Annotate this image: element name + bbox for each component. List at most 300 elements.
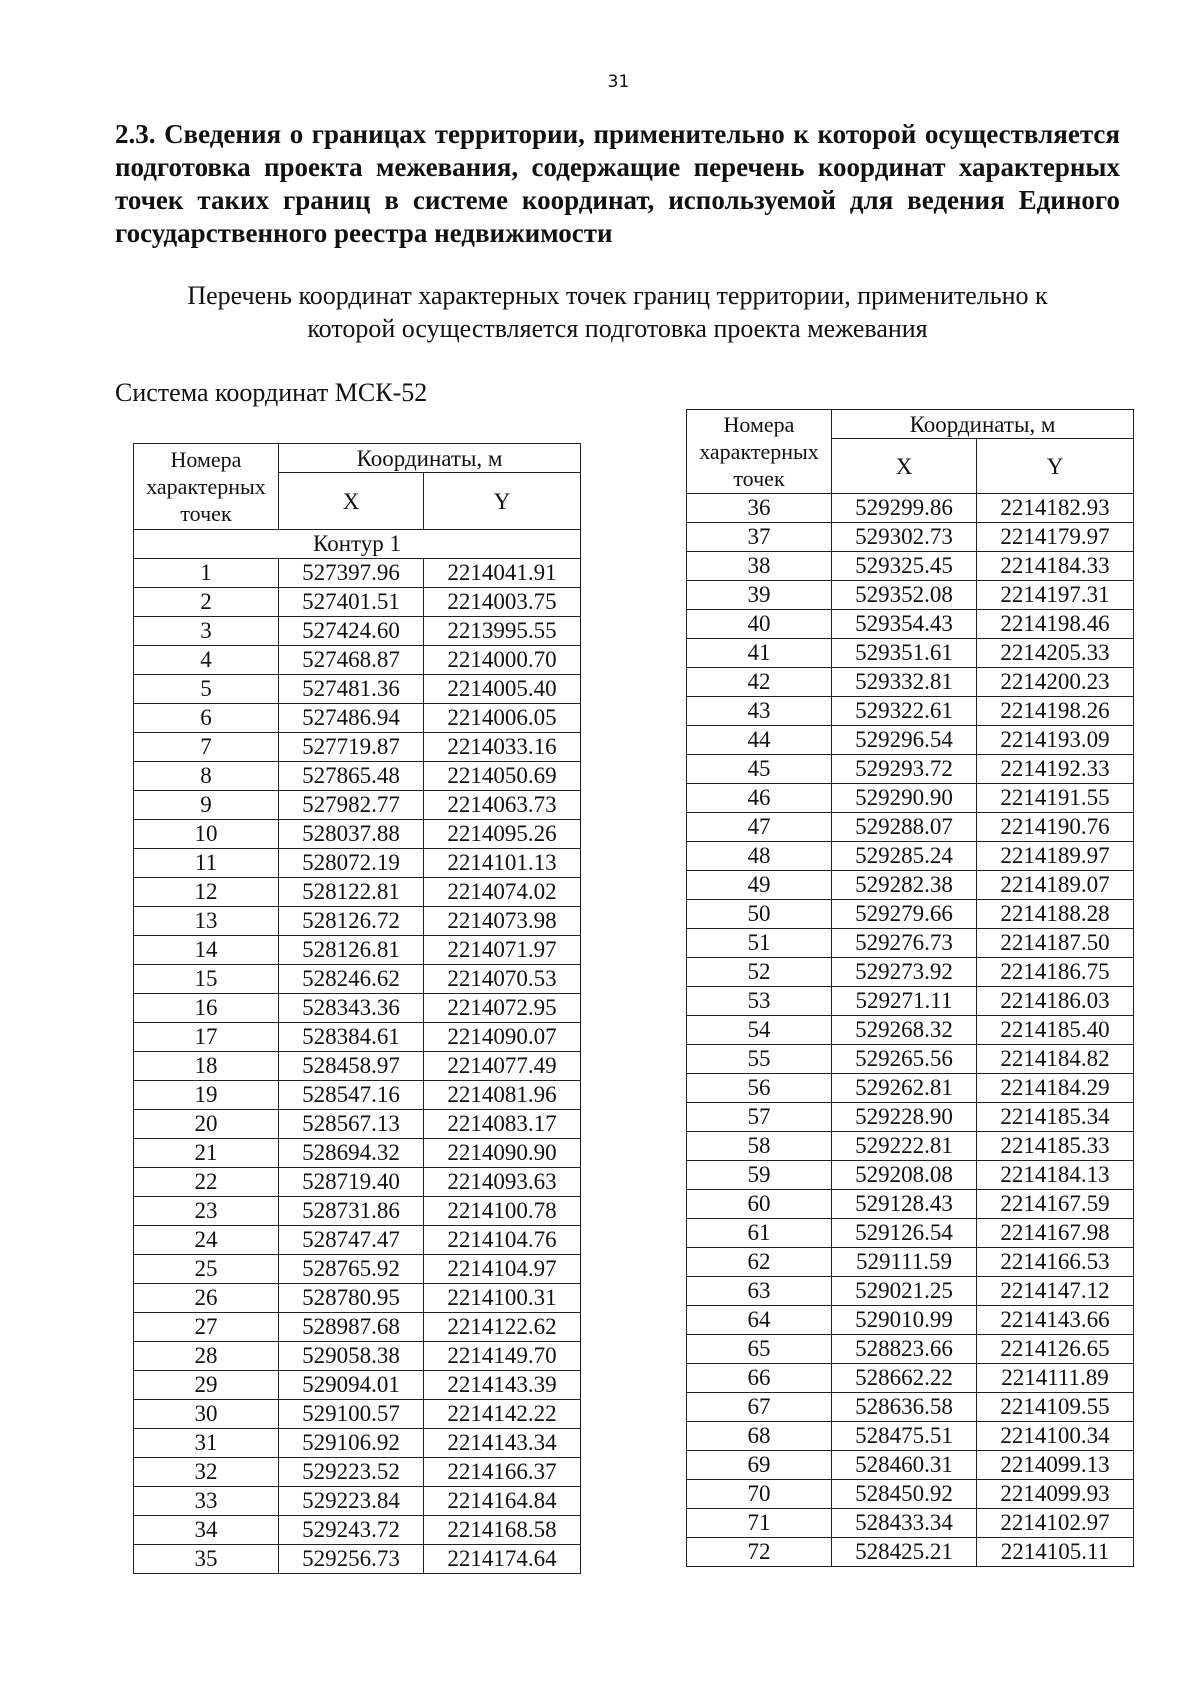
y-coordinate-cell: 2214090.90 bbox=[424, 1139, 581, 1168]
y-coordinate-cell: 2214186.75 bbox=[977, 958, 1134, 987]
point-number-cell: 15 bbox=[134, 965, 279, 994]
point-number-cell: 13 bbox=[134, 907, 279, 936]
x-coordinate-cell: 529058.38 bbox=[279, 1342, 424, 1371]
table-row bbox=[134, 936, 581, 965]
x-coordinate-cell: 529325.45 bbox=[832, 552, 977, 581]
y-header: Y bbox=[977, 439, 1134, 494]
y-coordinate-cell: 2214005.40 bbox=[424, 675, 581, 704]
x-coordinate-cell: 527401.51 bbox=[279, 588, 424, 617]
table-row bbox=[134, 1139, 581, 1168]
point-number-header-line-1: Номера bbox=[723, 412, 795, 437]
x-coordinate-cell: 529299.86 bbox=[832, 494, 977, 523]
x-coordinate-cell: 529268.32 bbox=[832, 1016, 977, 1045]
point-number-cell: 66 bbox=[687, 1364, 832, 1393]
point-number-cell: 23 bbox=[134, 1197, 279, 1226]
y-coordinate-cell: 2214189.07 bbox=[977, 871, 1134, 900]
point-number-cell: 59 bbox=[687, 1161, 832, 1190]
point-number-cell: 43 bbox=[687, 697, 832, 726]
y-coordinate-cell: 2214190.76 bbox=[977, 813, 1134, 842]
y-coordinate-cell: 2214205.33 bbox=[977, 639, 1134, 668]
point-number-cell: 69 bbox=[687, 1451, 832, 1480]
x-coordinate-cell: 529296.54 bbox=[832, 726, 977, 755]
table-row bbox=[134, 1284, 581, 1313]
table-row bbox=[134, 1458, 581, 1487]
x-coordinate-cell: 529302.73 bbox=[832, 523, 977, 552]
table-row bbox=[687, 1161, 1134, 1190]
table-row bbox=[687, 581, 1134, 610]
x-coordinate-cell: 527424.60 bbox=[279, 617, 424, 646]
y-coordinate-cell: 2214126.65 bbox=[977, 1335, 1134, 1364]
table-row bbox=[687, 1132, 1134, 1161]
table-row bbox=[134, 1313, 581, 1342]
y-coordinate-cell: 2214093.63 bbox=[424, 1168, 581, 1197]
x-coordinate-cell: 529111.59 bbox=[832, 1248, 977, 1277]
y-coordinate-cell: 2214184.33 bbox=[977, 552, 1134, 581]
y-coordinate-cell: 2214077.49 bbox=[424, 1052, 581, 1081]
x-coordinate-cell: 528987.68 bbox=[279, 1313, 424, 1342]
x-coordinate-cell: 529279.66 bbox=[832, 900, 977, 929]
point-number-cell: 26 bbox=[134, 1284, 279, 1313]
y-coordinate-cell: 2214095.26 bbox=[424, 820, 581, 849]
x-header: X bbox=[832, 439, 977, 494]
y-coordinate-cell: 2214006.05 bbox=[424, 704, 581, 733]
x-coordinate-cell: 529094.01 bbox=[279, 1371, 424, 1400]
table-row bbox=[134, 849, 581, 878]
table-row bbox=[687, 1103, 1134, 1132]
x-coordinate-cell: 527982.77 bbox=[279, 791, 424, 820]
y-coordinate-cell: 2214184.29 bbox=[977, 1074, 1134, 1103]
x-coordinate-cell: 529256.73 bbox=[279, 1545, 424, 1574]
coordinates-table-right bbox=[686, 409, 1134, 1567]
y-coordinate-cell: 2214071.97 bbox=[424, 936, 581, 965]
point-number-cell: 61 bbox=[687, 1219, 832, 1248]
point-number-cell: 36 bbox=[687, 494, 832, 523]
y-coordinate-cell: 2214186.03 bbox=[977, 987, 1134, 1016]
table-row bbox=[134, 588, 581, 617]
point-number-cell: 45 bbox=[687, 755, 832, 784]
point-number-cell: 25 bbox=[134, 1255, 279, 1284]
x-coordinate-cell: 527865.48 bbox=[279, 762, 424, 791]
y-coordinate-cell: 2214166.53 bbox=[977, 1248, 1134, 1277]
point-number-cell: 21 bbox=[134, 1139, 279, 1168]
left-table-body bbox=[134, 530, 581, 1574]
point-number-cell: 70 bbox=[687, 1480, 832, 1509]
y-coordinate-cell: 2214187.50 bbox=[977, 929, 1134, 958]
point-number-cell: 14 bbox=[134, 936, 279, 965]
table-row bbox=[134, 791, 581, 820]
y-coordinate-cell: 2214104.97 bbox=[424, 1255, 581, 1284]
table-row bbox=[687, 987, 1134, 1016]
coordinates-header: Координаты, м bbox=[832, 410, 1134, 439]
x-coordinate-cell: 528126.72 bbox=[279, 907, 424, 936]
point-number-cell: 37 bbox=[687, 523, 832, 552]
point-number-cell: 35 bbox=[134, 1545, 279, 1574]
table-row bbox=[134, 1545, 581, 1574]
y-coordinate-cell: 2214073.98 bbox=[424, 907, 581, 936]
x-coordinate-cell: 529223.52 bbox=[279, 1458, 424, 1487]
section-heading: 2.3. Сведения о границах территории, применительно к которой осуществляется подготовка проекта межевания, содержащие перечень координат характерных точек таких границ в системе координат, используемой для ведения Единого государственного реестра недвижимости bbox=[115, 119, 1120, 248]
point-number-cell: 22 bbox=[134, 1168, 279, 1197]
table-row bbox=[687, 871, 1134, 900]
table-row bbox=[134, 1226, 581, 1255]
coordinates-table-left bbox=[133, 443, 581, 1574]
table-row bbox=[687, 1016, 1134, 1045]
table-row bbox=[134, 733, 581, 762]
point-number-cell: 34 bbox=[134, 1516, 279, 1545]
point-number-header-line-3: точек bbox=[180, 501, 232, 526]
y-coordinate-cell: 2214109.55 bbox=[977, 1393, 1134, 1422]
y-coordinate-cell: 2214184.82 bbox=[977, 1045, 1134, 1074]
point-number-cell: 52 bbox=[687, 958, 832, 987]
coordinates-header: Координаты, м bbox=[279, 444, 581, 473]
y-coordinate-cell: 2214000.70 bbox=[424, 646, 581, 675]
x-coordinate-cell: 528072.19 bbox=[279, 849, 424, 878]
y-coordinate-cell: 2214143.39 bbox=[424, 1371, 581, 1400]
point-number-cell: 33 bbox=[134, 1487, 279, 1516]
y-coordinate-cell: 2214147.12 bbox=[977, 1277, 1134, 1306]
table-row bbox=[687, 842, 1134, 871]
table-row bbox=[687, 610, 1134, 639]
table-row bbox=[687, 1190, 1134, 1219]
right-table-body bbox=[687, 494, 1134, 1567]
y-coordinate-cell: 2214197.31 bbox=[977, 581, 1134, 610]
table-row bbox=[134, 1487, 581, 1516]
point-number-cell: 2 bbox=[134, 588, 279, 617]
x-coordinate-cell: 528458.97 bbox=[279, 1052, 424, 1081]
x-coordinate-cell: 529285.24 bbox=[832, 842, 977, 871]
x-coordinate-cell: 528747.47 bbox=[279, 1226, 424, 1255]
x-coordinate-cell: 527719.87 bbox=[279, 733, 424, 762]
table-row bbox=[687, 1480, 1134, 1509]
table-row bbox=[687, 1248, 1134, 1277]
y-coordinate-cell: 2214003.75 bbox=[424, 588, 581, 617]
table-caption-line-1: Перечень координат характерных точек границ территории, применительно к bbox=[187, 281, 1048, 310]
x-coordinate-cell: 529223.84 bbox=[279, 1487, 424, 1516]
point-number-header-line-2: характерных bbox=[699, 439, 819, 464]
x-coordinate-cell: 527468.87 bbox=[279, 646, 424, 675]
y-coordinate-cell: 2214081.96 bbox=[424, 1081, 581, 1110]
x-coordinate-cell: 529290.90 bbox=[832, 784, 977, 813]
x-coordinate-cell: 529332.81 bbox=[832, 668, 977, 697]
table-row bbox=[134, 820, 581, 849]
table-row bbox=[687, 1422, 1134, 1451]
y-coordinate-cell: 2214063.73 bbox=[424, 791, 581, 820]
point-number-cell: 27 bbox=[134, 1313, 279, 1342]
y-coordinate-cell: 2214122.62 bbox=[424, 1313, 581, 1342]
table-row bbox=[134, 617, 581, 646]
y-coordinate-cell: 2214189.97 bbox=[977, 842, 1134, 871]
y-coordinate-cell: 2213995.55 bbox=[424, 617, 581, 646]
point-number-cell: 51 bbox=[687, 929, 832, 958]
table-row bbox=[134, 675, 581, 704]
point-number-cell: 31 bbox=[134, 1429, 279, 1458]
y-coordinate-cell: 2214099.93 bbox=[977, 1480, 1134, 1509]
table-row bbox=[134, 965, 581, 994]
x-coordinate-cell: 529276.73 bbox=[832, 929, 977, 958]
table-row bbox=[687, 1074, 1134, 1103]
point-number-cell: 11 bbox=[134, 849, 279, 878]
y-header: Y bbox=[424, 473, 581, 530]
x-coordinate-cell: 528567.13 bbox=[279, 1110, 424, 1139]
point-number-cell: 65 bbox=[687, 1335, 832, 1364]
y-coordinate-cell: 2214100.34 bbox=[977, 1422, 1134, 1451]
y-coordinate-cell: 2214179.97 bbox=[977, 523, 1134, 552]
x-coordinate-cell: 529100.57 bbox=[279, 1400, 424, 1429]
table-row bbox=[134, 994, 581, 1023]
table-row bbox=[687, 1306, 1134, 1335]
table-row bbox=[687, 1538, 1134, 1567]
table-row bbox=[687, 1045, 1134, 1074]
y-coordinate-cell: 2214188.28 bbox=[977, 900, 1134, 929]
x-coordinate-cell: 529354.43 bbox=[832, 610, 977, 639]
table-row bbox=[687, 755, 1134, 784]
y-coordinate-cell: 2214050.69 bbox=[424, 762, 581, 791]
x-coordinate-cell: 529288.07 bbox=[832, 813, 977, 842]
table-row bbox=[687, 697, 1134, 726]
x-coordinate-cell: 529222.81 bbox=[832, 1132, 977, 1161]
table-row bbox=[134, 1110, 581, 1139]
point-number-cell: 24 bbox=[134, 1226, 279, 1255]
y-coordinate-cell: 2214198.46 bbox=[977, 610, 1134, 639]
x-coordinate-cell: 529271.11 bbox=[832, 987, 977, 1016]
y-coordinate-cell: 2214143.34 bbox=[424, 1429, 581, 1458]
y-coordinate-cell: 2214185.33 bbox=[977, 1132, 1134, 1161]
table-row bbox=[687, 813, 1134, 842]
x-coordinate-cell: 527397.96 bbox=[279, 559, 424, 588]
table-row bbox=[134, 1371, 581, 1400]
y-coordinate-cell: 2214111.89 bbox=[977, 1364, 1134, 1393]
point-number-cell: 6 bbox=[134, 704, 279, 733]
x-coordinate-cell: 528384.61 bbox=[279, 1023, 424, 1052]
y-coordinate-cell: 2214100.31 bbox=[424, 1284, 581, 1313]
x-coordinate-cell: 528425.21 bbox=[832, 1538, 977, 1567]
point-number-cell: 8 bbox=[134, 762, 279, 791]
x-coordinate-cell: 527481.36 bbox=[279, 675, 424, 704]
table-row bbox=[134, 1516, 581, 1545]
y-coordinate-cell: 2214083.17 bbox=[424, 1110, 581, 1139]
y-coordinate-cell: 2214090.07 bbox=[424, 1023, 581, 1052]
table-row bbox=[687, 668, 1134, 697]
table-row bbox=[687, 784, 1134, 813]
point-number-header bbox=[687, 410, 832, 494]
x-coordinate-cell: 529352.08 bbox=[832, 581, 977, 610]
table-row bbox=[687, 958, 1134, 987]
point-number-header bbox=[134, 444, 279, 530]
point-number-cell: 28 bbox=[134, 1342, 279, 1371]
x-coordinate-cell: 528547.16 bbox=[279, 1081, 424, 1110]
table-row bbox=[134, 1429, 581, 1458]
table-row bbox=[134, 704, 581, 733]
x-coordinate-cell: 528126.81 bbox=[279, 936, 424, 965]
y-coordinate-cell: 2214174.64 bbox=[424, 1545, 581, 1574]
point-number-cell: 63 bbox=[687, 1277, 832, 1306]
y-coordinate-cell: 2214149.70 bbox=[424, 1342, 581, 1371]
y-coordinate-cell: 2214070.53 bbox=[424, 965, 581, 994]
point-number-cell: 53 bbox=[687, 987, 832, 1016]
point-number-cell: 54 bbox=[687, 1016, 832, 1045]
table-row bbox=[687, 1277, 1134, 1306]
point-number-cell: 62 bbox=[687, 1248, 832, 1277]
page-number: 31 bbox=[607, 72, 630, 92]
x-coordinate-cell: 529351.61 bbox=[832, 639, 977, 668]
x-coordinate-cell: 528823.66 bbox=[832, 1335, 977, 1364]
point-number-cell: 41 bbox=[687, 639, 832, 668]
y-coordinate-cell: 2214198.26 bbox=[977, 697, 1134, 726]
y-coordinate-cell: 2214191.55 bbox=[977, 784, 1134, 813]
point-number-cell: 16 bbox=[134, 994, 279, 1023]
point-number-cell: 20 bbox=[134, 1110, 279, 1139]
point-number-cell: 10 bbox=[134, 820, 279, 849]
y-coordinate-cell: 2214099.13 bbox=[977, 1451, 1134, 1480]
x-coordinate-cell: 529106.92 bbox=[279, 1429, 424, 1458]
y-coordinate-cell: 2214200.23 bbox=[977, 668, 1134, 697]
point-number-header-line-2: характерных bbox=[146, 474, 266, 499]
y-coordinate-cell: 2214168.58 bbox=[424, 1516, 581, 1545]
point-number-cell: 42 bbox=[687, 668, 832, 697]
x-coordinate-cell: 529228.90 bbox=[832, 1103, 977, 1132]
table-row bbox=[687, 726, 1134, 755]
point-number-cell: 39 bbox=[687, 581, 832, 610]
point-number-cell: 57 bbox=[687, 1103, 832, 1132]
point-number-header-line-1: Номера bbox=[170, 447, 242, 472]
x-coordinate-cell: 528731.86 bbox=[279, 1197, 424, 1226]
point-number-cell: 67 bbox=[687, 1393, 832, 1422]
table-row bbox=[687, 1219, 1134, 1248]
point-number-cell: 64 bbox=[687, 1306, 832, 1335]
y-coordinate-cell: 2214105.11 bbox=[977, 1538, 1134, 1567]
x-coordinate-cell: 528780.95 bbox=[279, 1284, 424, 1313]
point-number-cell: 32 bbox=[134, 1458, 279, 1487]
point-number-cell: 46 bbox=[687, 784, 832, 813]
table-row bbox=[134, 1255, 581, 1284]
x-coordinate-cell: 528433.34 bbox=[832, 1509, 977, 1538]
y-coordinate-cell: 2214143.66 bbox=[977, 1306, 1134, 1335]
y-coordinate-cell: 2214041.91 bbox=[424, 559, 581, 588]
point-number-cell: 3 bbox=[134, 617, 279, 646]
point-number-cell: 29 bbox=[134, 1371, 279, 1400]
y-coordinate-cell: 2214104.76 bbox=[424, 1226, 581, 1255]
table-row bbox=[134, 1081, 581, 1110]
point-number-cell: 71 bbox=[687, 1509, 832, 1538]
y-coordinate-cell: 2214185.34 bbox=[977, 1103, 1134, 1132]
table-row bbox=[687, 900, 1134, 929]
y-coordinate-cell: 2214166.37 bbox=[424, 1458, 581, 1487]
point-number-cell: 60 bbox=[687, 1190, 832, 1219]
point-number-cell: 40 bbox=[687, 610, 832, 639]
point-number-cell: 58 bbox=[687, 1132, 832, 1161]
point-number-cell: 1 bbox=[134, 559, 279, 588]
point-number-cell: 7 bbox=[134, 733, 279, 762]
x-coordinate-cell: 529126.54 bbox=[832, 1219, 977, 1248]
x-coordinate-cell: 528719.40 bbox=[279, 1168, 424, 1197]
x-coordinate-cell: 528460.31 bbox=[832, 1451, 977, 1480]
x-coordinate-cell: 529262.81 bbox=[832, 1074, 977, 1103]
table-row bbox=[687, 929, 1134, 958]
y-coordinate-cell: 2214184.13 bbox=[977, 1161, 1134, 1190]
x-coordinate-cell: 528122.81 bbox=[279, 878, 424, 907]
y-coordinate-cell: 2214072.95 bbox=[424, 994, 581, 1023]
x-coordinate-cell: 529243.72 bbox=[279, 1516, 424, 1545]
point-number-cell: 50 bbox=[687, 900, 832, 929]
point-number-cell: 30 bbox=[134, 1400, 279, 1429]
point-number-cell: 72 bbox=[687, 1538, 832, 1567]
x-coordinate-cell: 529128.43 bbox=[832, 1190, 977, 1219]
table-row bbox=[134, 1052, 581, 1081]
y-coordinate-cell: 2214033.16 bbox=[424, 733, 581, 762]
table-row bbox=[687, 1393, 1134, 1422]
x-coordinate-cell: 528694.32 bbox=[279, 1139, 424, 1168]
y-coordinate-cell: 2214185.40 bbox=[977, 1016, 1134, 1045]
x-coordinate-cell: 529208.08 bbox=[832, 1161, 977, 1190]
point-number-header-line-3: точек bbox=[733, 466, 785, 491]
contour-label: Контур 1 bbox=[134, 530, 581, 559]
y-coordinate-cell: 2214167.98 bbox=[977, 1219, 1134, 1248]
point-number-cell: 12 bbox=[134, 878, 279, 907]
point-number-cell: 47 bbox=[687, 813, 832, 842]
x-coordinate-cell: 529282.38 bbox=[832, 871, 977, 900]
table-row bbox=[134, 1197, 581, 1226]
x-coordinate-cell: 528765.92 bbox=[279, 1255, 424, 1284]
y-coordinate-cell: 2214101.13 bbox=[424, 849, 581, 878]
x-coordinate-cell: 528246.62 bbox=[279, 965, 424, 994]
y-coordinate-cell: 2214074.02 bbox=[424, 878, 581, 907]
x-coordinate-cell: 528636.58 bbox=[832, 1393, 977, 1422]
table-caption-line-2: которой осуществляется подготовка проекта межевания bbox=[307, 314, 928, 343]
y-coordinate-cell: 2214102.97 bbox=[977, 1509, 1134, 1538]
y-coordinate-cell: 2214182.93 bbox=[977, 494, 1134, 523]
point-number-cell: 44 bbox=[687, 726, 832, 755]
table-row bbox=[687, 1509, 1134, 1538]
x-coordinate-cell: 527486.94 bbox=[279, 704, 424, 733]
y-coordinate-cell: 2214167.59 bbox=[977, 1190, 1134, 1219]
point-number-cell: 48 bbox=[687, 842, 832, 871]
table-row bbox=[687, 639, 1134, 668]
table-row bbox=[134, 1342, 581, 1371]
table-row bbox=[134, 559, 581, 588]
point-number-cell: 17 bbox=[134, 1023, 279, 1052]
table-row bbox=[134, 907, 581, 936]
point-number-cell: 56 bbox=[687, 1074, 832, 1103]
point-number-cell: 55 bbox=[687, 1045, 832, 1074]
point-number-cell: 19 bbox=[134, 1081, 279, 1110]
table-row bbox=[687, 552, 1134, 581]
x-coordinate-cell: 528450.92 bbox=[832, 1480, 977, 1509]
table-row bbox=[134, 878, 581, 907]
point-number-cell: 5 bbox=[134, 675, 279, 704]
x-coordinate-cell: 528475.51 bbox=[832, 1422, 977, 1451]
x-coordinate-cell: 529021.25 bbox=[832, 1277, 977, 1306]
x-header: X bbox=[279, 473, 424, 530]
table-caption bbox=[115, 279, 1120, 345]
table-row bbox=[687, 1335, 1134, 1364]
point-number-cell: 68 bbox=[687, 1422, 832, 1451]
x-coordinate-cell: 529322.61 bbox=[832, 697, 977, 726]
y-coordinate-cell: 2214164.84 bbox=[424, 1487, 581, 1516]
table-row bbox=[687, 1364, 1134, 1393]
point-number-cell: 9 bbox=[134, 791, 279, 820]
x-coordinate-cell: 528343.36 bbox=[279, 994, 424, 1023]
table-row bbox=[687, 494, 1134, 523]
y-coordinate-cell: 2214100.78 bbox=[424, 1197, 581, 1226]
x-coordinate-cell: 528037.88 bbox=[279, 820, 424, 849]
coordinate-system-label: Система координат МСК-52 bbox=[115, 378, 428, 407]
x-coordinate-cell: 528662.22 bbox=[832, 1364, 977, 1393]
table-row bbox=[134, 1400, 581, 1429]
table-row bbox=[687, 1451, 1134, 1480]
table-row bbox=[134, 762, 581, 791]
x-coordinate-cell: 529010.99 bbox=[832, 1306, 977, 1335]
point-number-cell: 4 bbox=[134, 646, 279, 675]
